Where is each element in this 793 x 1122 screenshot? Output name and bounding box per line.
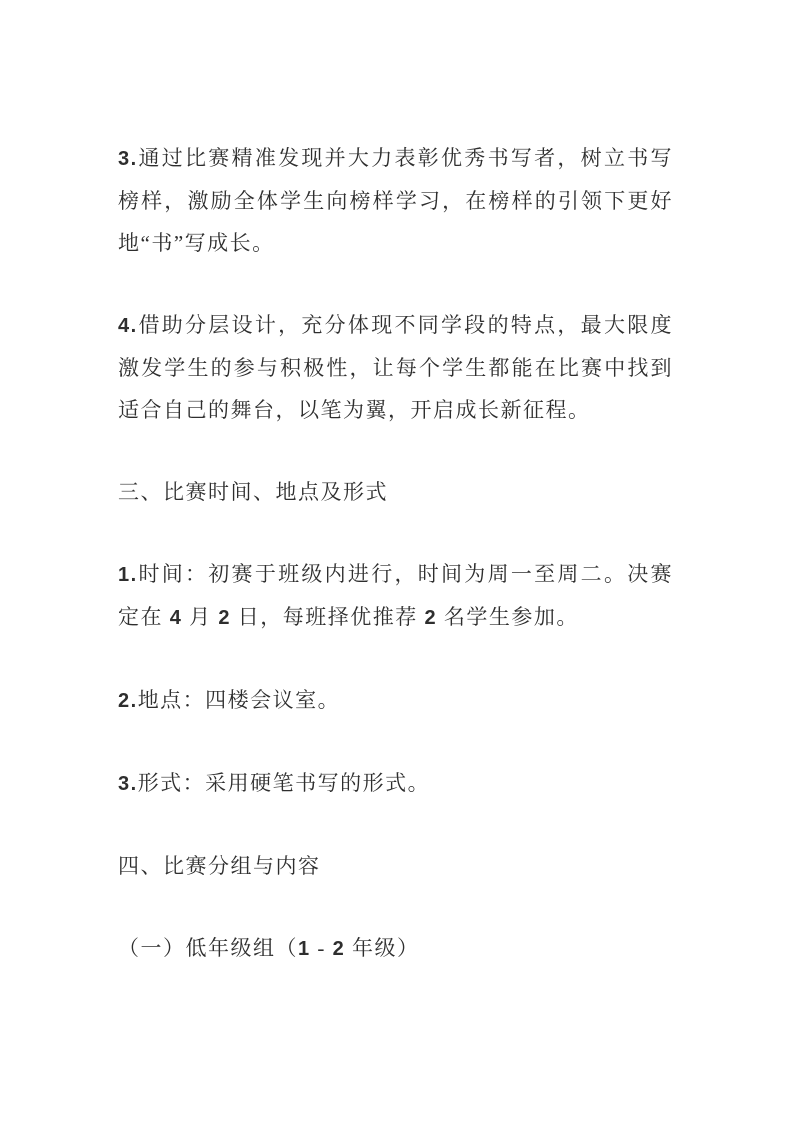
paragraph-purpose-item-3: 3.通过比赛精准发现并大力表彰优秀书写者，树立书写榜样，激励全体学生向榜样学习，在榜样的引领下更好地“书”写成长。	[118, 146, 673, 255]
heading-section-three: 三、比赛时间、地点及形式	[118, 480, 388, 504]
paragraph-item-location: 2.地点：四楼会议室。	[118, 688, 341, 712]
paragraph-item-time: 1.时间：初赛于班级内进行，时间为周一至周二。决赛定在 4 月 2 日，每班择优推荐 2 名学生参加。	[118, 562, 673, 629]
heading-section-four: 四、比赛分组与内容	[118, 854, 321, 878]
paragraph-item-format: 3.形式：采用硬笔书写的形式。	[118, 771, 431, 795]
paragraph-purpose-item-4: 4.借助分层设计，充分体现不同学段的特点，最大限度激发学生的参与积极性，让每个学生都能在比赛中找到适合自己的舞台，以笔为翼，开启成长新征程。	[118, 313, 673, 422]
heading-group-low-grade: （一）低年级组（1 - 2 年级）	[118, 936, 420, 960]
